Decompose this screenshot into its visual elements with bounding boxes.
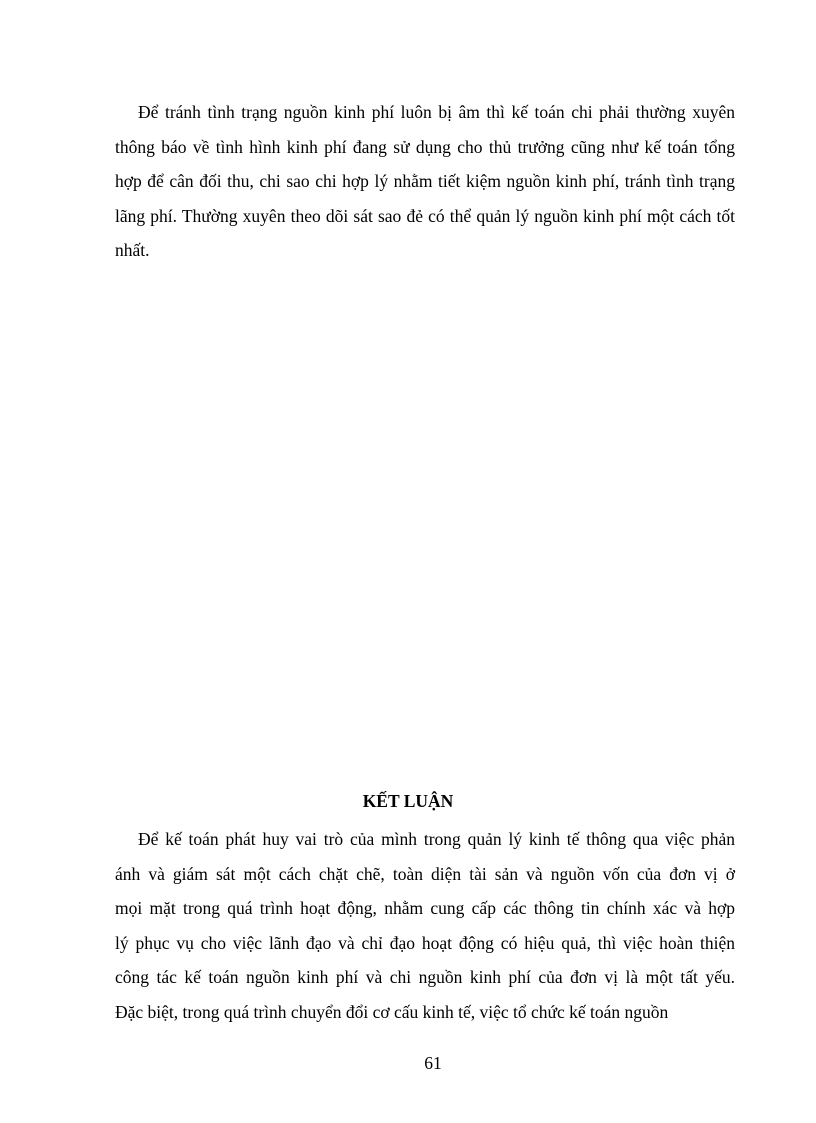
body-paragraph xyxy=(115,822,735,1029)
paragraph-line: hợp để cân đối thu, chi sao chi hợp lý nhằm tiết kiệm nguồn kinh phí, tránh tình trạng xyxy=(115,171,735,191)
section-heading: KẾT LUẬN xyxy=(362,791,454,811)
paragraph-line: công tác kế toán nguồn kinh phí và chi nguồn kinh phí của đơn vị là một tất yếu. xyxy=(115,967,735,987)
paragraph-line: Đặc biệt, trong quá trình chuyển đổi cơ cấu kinh tế, việc tổ chức kế toán nguồn xyxy=(115,1001,669,1022)
paragraph-line: nhất. xyxy=(115,240,150,260)
body-paragraph xyxy=(115,95,735,268)
paragraph-line: ánh và giám sát một cách chặt chẽ, toàn diện tài sản và nguồn vốn của đơn vị ở xyxy=(115,863,735,884)
paragraph-line: thông báo về tình hình kinh phí đang sử dụng cho thủ trưởng cũng như kế toán tổng xyxy=(115,136,735,157)
paragraph-line: lãng phí. Thường xuyên theo dõi sát sao đẻ có thể quản lý nguồn kinh phí một cách tốt xyxy=(115,205,735,226)
paragraph-line: Để tránh tình trạng nguồn kinh phí luôn bị âm thì kế toán chi phải thường xuyên xyxy=(138,102,735,122)
paragraph-line: mọi mặt trong quá trình hoạt động, nhằm cung cấp các thông tin chính xác và hợp xyxy=(115,898,735,918)
paragraph-line: lý phục vụ cho việc lãnh đạo và chỉ đạo hoạt động có hiệu quả, thì việc hoàn thiện xyxy=(115,932,735,953)
paragraph-line: Để kế toán phát huy vai trò của mình trong quản lý kinh tế thông qua việc phản xyxy=(138,829,735,849)
page-number: 61 xyxy=(424,1053,442,1073)
